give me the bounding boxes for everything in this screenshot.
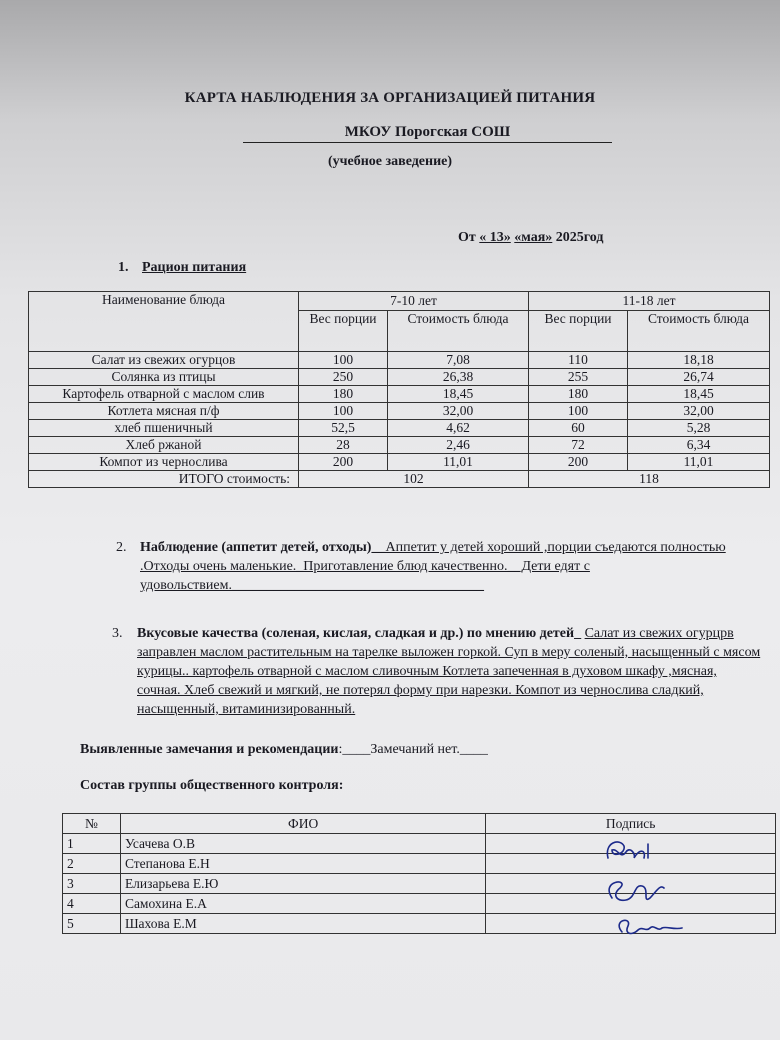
dish-name: Котлета мясная п/ф <box>29 403 299 420</box>
weight-a: 180 <box>299 386 388 403</box>
col-dish-name: Наименование блюда <box>29 292 299 352</box>
remarks-label: Выявленные замечания и рекомендации <box>80 742 339 757</box>
cost-a: 18,45 <box>388 386 529 403</box>
cost-b: 18,45 <box>628 386 770 403</box>
weight-a: 52,5 <box>299 420 388 437</box>
member-number: 1 <box>63 834 121 854</box>
section-3-text: Салат из свежих огурцрв заправлен маслом растительным на тарелке выложен горкой. Суп в меру соленый, насыщенный с мясом курицы.. картофель отварной с маслом сливочным Котлета запеченная в духовом шкафу ,мясная, сочная. Хлеб свежий и мягкий, не потерял форму при нарезки. Компот из чернослива сладкий, насыщенный, витаминизированный. <box>137 626 761 717</box>
remarks-value: :____Замечаний нет.____ <box>338 742 488 757</box>
total-label: ИТОГО стоимость: <box>29 471 299 488</box>
weight-a: 250 <box>299 369 388 386</box>
member-number: 2 <box>63 854 121 874</box>
section-2-heading: Наблюдение (аппетит детей, отходы) <box>140 540 372 555</box>
signature-5 <box>619 920 682 933</box>
dish-name: Солянка из птицы <box>29 369 299 386</box>
section-1-label: Рацион питания <box>142 260 247 275</box>
dish-name: Салат из свежих огурцов <box>29 352 299 369</box>
section-3-heading: Вкусовые качества (соленая, кислая, сладкая и др.) по мнению детей_ <box>137 626 582 641</box>
section-1-heading <box>118 260 246 276</box>
table-row <box>29 386 770 403</box>
table-row <box>29 420 770 437</box>
cost-a: 11,01 <box>388 454 529 471</box>
col-cost-a: Стоимость блюда <box>388 311 529 352</box>
section-1-number: 1. <box>118 260 129 275</box>
col-cost-b: Стоимость блюда <box>628 311 770 352</box>
section-2-paragraph <box>140 538 740 595</box>
cost-b: 18,18 <box>628 352 770 369</box>
weight-a: 100 <box>299 352 388 369</box>
date-prefix: От <box>458 230 476 245</box>
weight-a: 100 <box>299 403 388 420</box>
menu-table <box>28 291 770 488</box>
signature-1 <box>607 842 648 858</box>
member-name: Шахова Е.М <box>120 914 485 934</box>
member-number: 4 <box>63 894 121 914</box>
table-row <box>29 403 770 420</box>
weight-b: 72 <box>529 437 628 454</box>
dish-name: хлеб пшеничный <box>29 420 299 437</box>
col-fio: ФИО <box>120 814 485 834</box>
member-number: 3 <box>63 874 121 894</box>
cost-b: 5,28 <box>628 420 770 437</box>
cost-a: 7,08 <box>388 352 529 369</box>
section-3-number: 3. <box>112 626 123 641</box>
document-title: КАРТА НАБЛЮДЕНИЯ ЗА ОРГАНИЗАЦИЕЙ ПИТАНИЯ <box>184 90 596 106</box>
dish-name: Компот из чернослива <box>29 454 299 471</box>
signature-3 <box>609 882 664 900</box>
section-2-text: __Аппетит у детей хороший ,порции съедаются полностью .Отходы очень маленькие._Приготавление блюд качественно.__Дети едят с удовольствием.____________________________________ <box>140 540 726 593</box>
group-11-18: 11-18 лет <box>529 292 770 311</box>
member-name: Усачева О.В <box>120 834 485 854</box>
cost-a: 26,38 <box>388 369 529 386</box>
weight-b: 200 <box>529 454 628 471</box>
col-weight-a: Вес порции <box>299 311 388 352</box>
col-signature: Подпись <box>486 814 776 834</box>
cost-b: 32,00 <box>628 403 770 420</box>
member-number: 5 <box>63 914 121 934</box>
cost-a: 4,62 <box>388 420 529 437</box>
weight-b: 255 <box>529 369 628 386</box>
total-a: 102 <box>299 471 529 488</box>
cost-a: 32,00 <box>388 403 529 420</box>
date-month: «мая» <box>514 230 553 245</box>
school-caption: (учебное заведение) <box>327 154 453 169</box>
section-3-paragraph <box>137 624 762 719</box>
cost-b: 11,01 <box>628 454 770 471</box>
date-year: 2025год <box>555 230 604 245</box>
member-name: Степанова Е.Н <box>120 854 485 874</box>
school-name: МКОУ Порогская СОШ <box>243 124 612 143</box>
total-b: 118 <box>529 471 770 488</box>
weight-a: 28 <box>299 437 388 454</box>
table-row <box>29 437 770 454</box>
weight-b: 110 <box>529 352 628 369</box>
date-day: « 13» <box>479 230 511 245</box>
table-row <box>29 369 770 386</box>
member-name: Самохина Е.А <box>120 894 485 914</box>
control-group-title: Состав группы общественного контроля: <box>80 778 344 793</box>
weight-b: 180 <box>529 386 628 403</box>
member-name: Елизарьева Е.Ю <box>120 874 485 894</box>
col-weight-b: Вес порции <box>529 311 628 352</box>
cost-a: 2,46 <box>388 437 529 454</box>
weight-b: 100 <box>529 403 628 420</box>
section-2-number: 2. <box>116 540 127 555</box>
group-7-10: 7-10 лет <box>299 292 529 311</box>
total-row <box>29 471 770 488</box>
weight-b: 60 <box>529 420 628 437</box>
signatures-drawing <box>590 828 700 948</box>
cost-b: 26,74 <box>628 369 770 386</box>
cost-b: 6,34 <box>628 437 770 454</box>
dish-name: Хлеб ржаной <box>29 437 299 454</box>
table-row <box>29 352 770 369</box>
dish-name: Картофель отварной с маслом слив <box>29 386 299 403</box>
weight-a: 200 <box>299 454 388 471</box>
col-number: № <box>63 814 121 834</box>
document-date <box>458 230 603 246</box>
table-row <box>29 454 770 471</box>
remarks-line <box>80 742 488 758</box>
